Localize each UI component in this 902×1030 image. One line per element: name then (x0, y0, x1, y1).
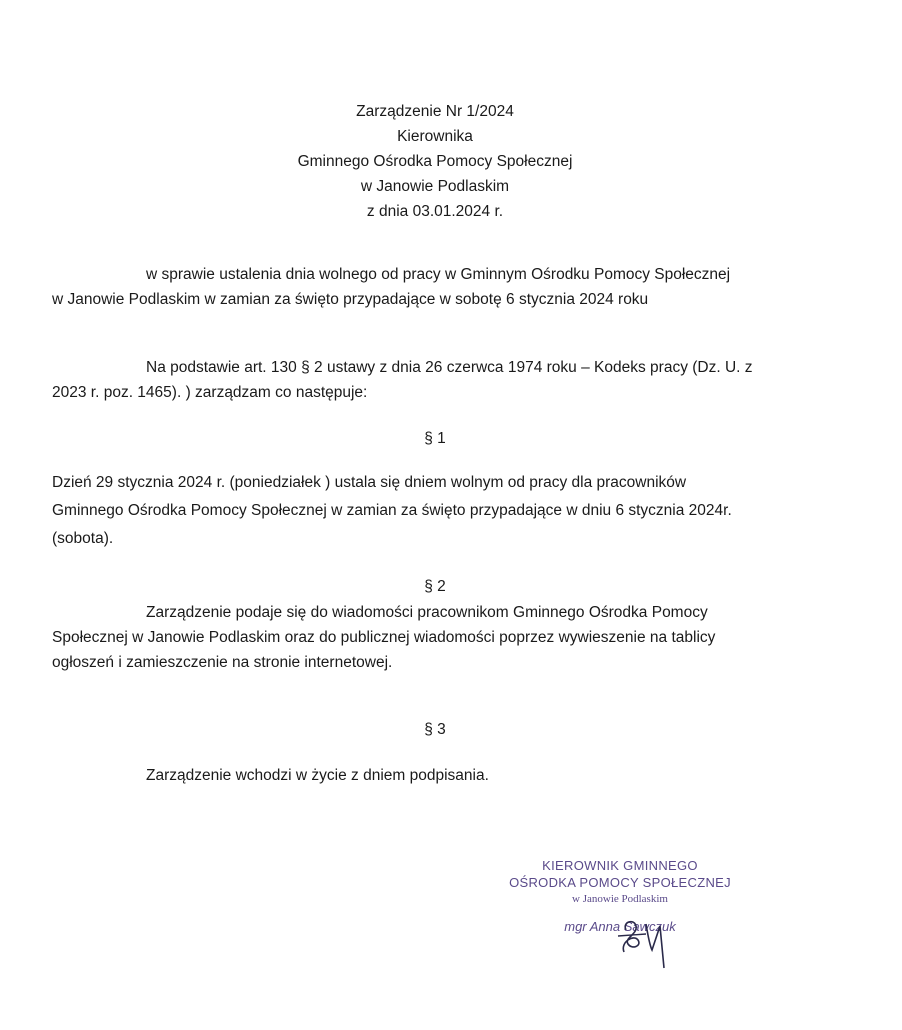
section-2-line-1: Zarządzenie podaje się do wiadomości pracownikom Gminnego Ośrodka Pomocy (146, 604, 708, 621)
section-1-line-3: (sobota). (52, 530, 114, 547)
section-1-heading: § 1 (424, 430, 446, 447)
handwritten-signature (612, 916, 682, 972)
subject-line-2: w Janowie Podlaskim w zamian za święto przypadające w sobotę 6 stycznia 2024 roku (52, 291, 649, 308)
section-2-line-2: Społecznej w Janowie Podlaskim oraz do publicznej wiadomości poprzez wywieszenie na tablicy (52, 629, 716, 646)
institution-name: Gminnego Ośrodka Pomocy Społecznej (297, 153, 573, 170)
subject-line-1: w sprawie ustalenia dnia wolnego od pracy w Gminnym Ośrodku Pomocy Społecznej (146, 266, 731, 283)
institution-location: w Janowie Podlaskim (360, 178, 510, 195)
section-2-heading: § 2 (424, 578, 446, 595)
section-1-line-1: Dzień 29 stycznia 2024 r. (poniedziałek ) ustala się dniem wolnym od pracy dla pracowników (52, 474, 687, 491)
section-1-line-2: Gminnego Ośrodka Pomocy Społecznej w zamian za święto przypadające w dniu 6 stycznia 2024r. (52, 502, 732, 519)
section-3-line-1: Zarządzenie wchodzi w życie z dniem podpisania. (146, 767, 489, 784)
section-2-line-3: ogłoszeń i zamieszczenie na stronie internetowej. (52, 654, 393, 671)
stamp-line-2: OŚRODKA POMOCY SPOŁECZNEJ (509, 875, 731, 890)
issuer-title: Kierownika (397, 128, 473, 145)
section-3-heading: § 3 (424, 721, 446, 738)
order-title: Zarządzenie Nr 1/2024 (356, 103, 514, 120)
order-date: z dnia 03.01.2024 r. (366, 203, 504, 220)
stamp-line-1: KIEROWNIK GMINNEGO (542, 858, 698, 873)
stamp-signatory: mgr Anna Sawczuk (564, 919, 676, 934)
stamp-line-3: w Janowie Podlaskim (572, 893, 668, 905)
basis-line-2: 2023 r. poz. 1465). ) zarządzam co następuje: (52, 384, 368, 401)
basis-line-1: Na podstawie art. 130 § 2 ustawy z dnia 26 czerwca 1974 roku – Kodeks pracy (Dz. U. z (146, 359, 753, 376)
